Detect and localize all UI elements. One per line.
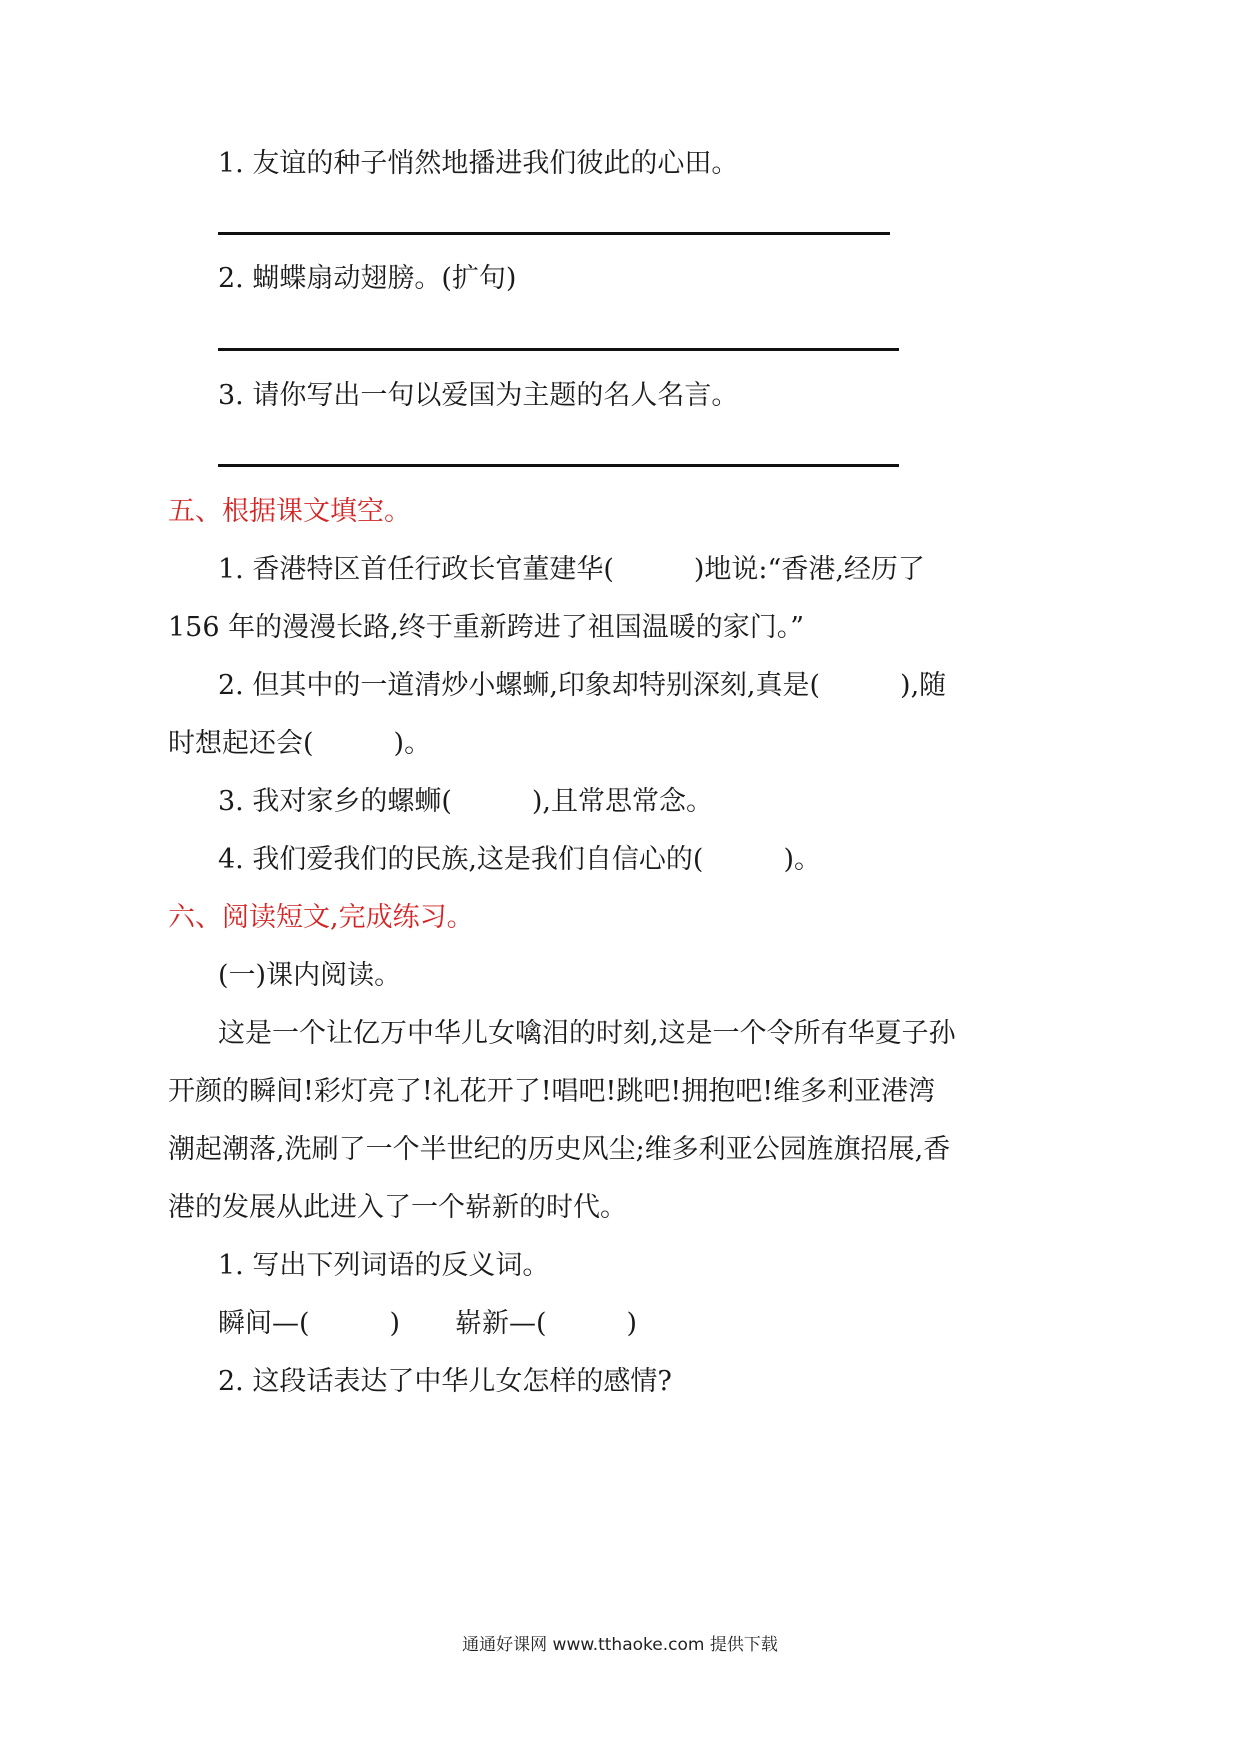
antonym-item-2-open: 崭新—( [455, 1308, 547, 1339]
reading-question-1: 1. 写出下列词语的反义词。 [218, 1250, 550, 1281]
passage-line-2: 开颜的瞬间!彩灯亮了!礼花开了!唱吧!跳吧!拥抱吧!维多利亚港湾 [168, 1076, 936, 1107]
fill-question-2-text-c: 时想起还会( [168, 728, 314, 759]
antonym-item-1 [218, 1304, 400, 1344]
antonym-item-1-open: 瞬间—( [218, 1308, 310, 1339]
answer-line-1 [218, 232, 890, 235]
section-6-subheading: (一)课内阅读。 [218, 960, 402, 991]
fill-question-4 [218, 840, 821, 880]
fill-question-2-text-a: 2. 但其中的一道清炒小螺蛳,印象却特别深刻,真是( [218, 670, 821, 701]
passage-line-1: 这是一个让亿万中华儿女噙泪的时刻,这是一个令所有华夏子孙 [218, 1018, 956, 1049]
antonym-item-2 [455, 1304, 637, 1344]
fill-question-2-line-1 [218, 666, 946, 706]
antonym-item-1-close: ) [389, 1308, 401, 1339]
answer-line-3 [218, 464, 899, 467]
answer-line-2 [218, 348, 899, 351]
fill-question-3-text-a: 3. 我对家乡的螺蛳( [218, 786, 452, 817]
antonym-item-2-close: ) [626, 1308, 638, 1339]
section-5-heading: 五、根据课文填空。 [168, 496, 411, 527]
fill-question-4-text-a: 4. 我们爱我们的民族,这是我们自信心的( [218, 844, 704, 875]
fill-question-1-line-2: 156 年的漫漫长路,终于重新跨进了祖国温暖的家门。” [168, 612, 805, 643]
passage-line-4: 港的发展从此进入了一个崭新的时代。 [168, 1192, 627, 1223]
fill-question-1-line-1 [218, 550, 925, 590]
reading-question-2: 2. 这段话表达了中华儿女怎样的感情? [218, 1366, 672, 1397]
section-6-heading: 六、阅读短文,完成练习。 [168, 902, 474, 933]
fill-question-2-text-b: ),随 [900, 670, 947, 701]
fill-question-2-line-2 [168, 724, 431, 764]
rewrite-question-2: 2. 蝴蝶扇动翅膀。(扩句) [218, 263, 517, 294]
passage-line-3: 潮起潮落,洗刷了一个半世纪的历史风尘;维多利亚公园旌旗招展,香 [168, 1134, 951, 1165]
fill-question-2-text-d: )。 [393, 728, 432, 759]
fill-question-3 [218, 782, 713, 822]
fill-question-1-text-b: )地说:“香港,经历了 [693, 554, 925, 585]
rewrite-question-3: 3. 请你写出一句以爱国为主题的名人名言。 [218, 380, 739, 411]
rewrite-question-1: 1. 友谊的种子悄然地播进我们彼此的心田。 [218, 148, 739, 179]
fill-question-3-text-b: ),且常思常念。 [531, 786, 714, 817]
page-footer: 通通好课网 www.tthaoke.com 提供下载 [462, 1635, 778, 1655]
fill-question-4-text-b: )。 [783, 844, 822, 875]
fill-question-1-text-a: 1. 香港特区首任行政长官董建华( [218, 554, 614, 585]
